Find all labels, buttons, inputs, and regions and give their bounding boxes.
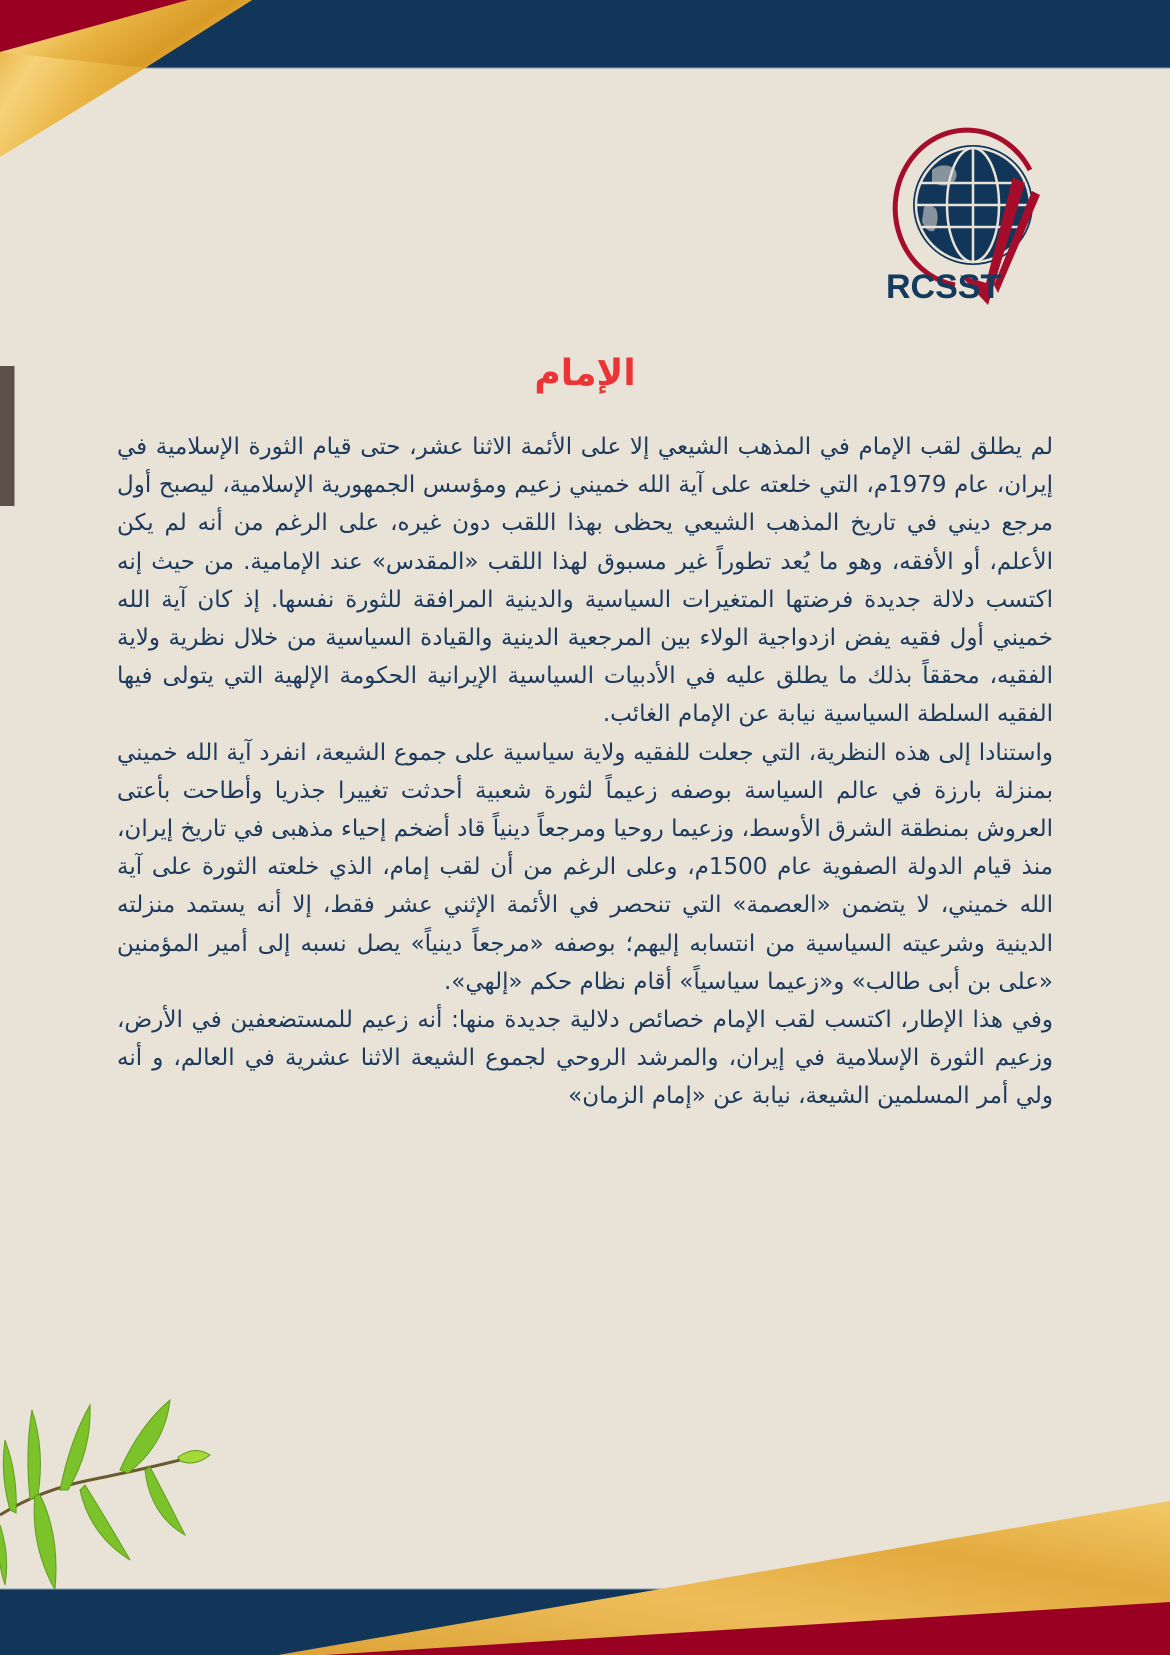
article-body: [117, 428, 1053, 1116]
paragraph: واستنادا إلى هذه النظرية، التي جعلت للفقيه ولاية سياسية على جموع الشيعة، انفرد آية الله خميني بمنزلة بارزة في عالم السياسة بوصفه زعيماً لثورة شعبية أحدثت تغييرا جذريا وأطاحت بأعتى العروش بمنطقة الشرق الأوسط، وزعيما روحيا ومرجعاً دينياً قاد أضخم إحياء مذهبى في تاريخ إيران، منذ قيام الدولة الصفوية عام 1500م، وعلى الرغم من أن لقب إمام، الذي خلعته الثورة على آية الله خميني، لا يتضمن «العصمة» التي تنحصر في الأئمة الإثني عشر فقط، إلا أنه يستمد منزلته الدينية وشرعيته السياسية من انتسابه إليهم؛ بوصفه «مرجعاً دينياً» يصل نسبه إلى أمير المؤمنين «على بن أبى طالب» و«زعيما سياسياً» أقام نظام حكم «إلهي».: [117, 739, 1053, 995]
paragraph: لم يطلق لقب الإمام في المذهب الشيعي إلا على الأئمة الاثنا عشر، حتى قيام الثورة الإسلامية في إيران، عام 1979م، التي خلعته على آية الله خميني زعيم ومؤسس الجمهورية الإسلامية، ليصبح أول مرجع ديني في تاريخ المذهب الشيعي يحظى بهذا اللقب دون غيره، على الرغم من أنه لم يكن الأعلم، أو الأفقه، وهو ما يُعد تطوراً غير مسبوق لهذا اللقب «المقدس» عند الإمامية. من حيث إنه اكتسب دلالة جديدة فرضتها المتغيرات السياسية والدينية المرافقة للثورة نفسها. إذ كان آية الله خميني أول فقيه يفض ازدواجية الولاء بين المرجعية الدينية والقيادة السياسية من خلال نظرية ولاية الفقيه، محققاً بذلك ما يطلق عليه في الأدبيات السياسية الإيرانية الحكومة الإلهية التي يتولى فيها الفقيه السلطة السياسية نيابة عن الإمام الغائب.: [117, 434, 1053, 728]
page-title: الإمام: [534, 353, 636, 394]
bottom-banner-decoration: [0, 1380, 1170, 1655]
paragraph: وفي هذا الإطار، اكتسب لقب الإمام خصائص دلالية جديدة منها: أنه زعيم للمستضعفين في الأرض، وزعيم الثورة الإسلامية في إيران، والمرشد الروحي لجموع الشيعة الاثنا عشرية في العالم، و أنه ولي أمر المسلمين الشيعة، نيابة عن «إمام الزمان»: [117, 1007, 1053, 1110]
logo-wordmark: RCSST: [886, 268, 1002, 306]
